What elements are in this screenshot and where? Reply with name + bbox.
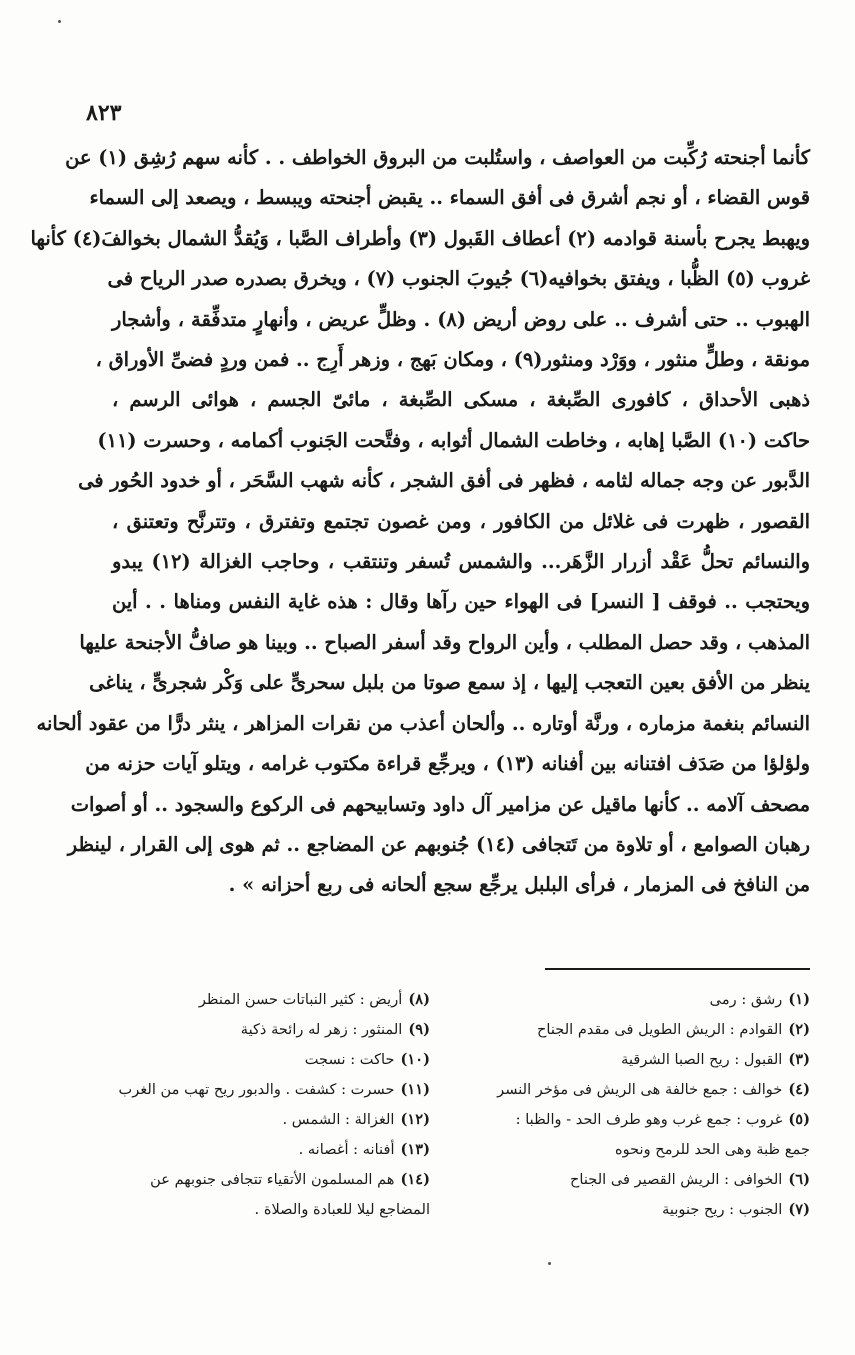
footnote-text: المنثور : زهر له رائحة ذكية: [240, 1021, 403, 1038]
footnote-text: المضاجع ليلا للعبادة والصلاة .: [254, 1201, 430, 1218]
footnote-text: الغزالة : الشمس .: [282, 1111, 395, 1128]
body-line: مونقة ، وطلٍّ منثور ، ووَرْد ومنثور(٩) ، ومكان بَهج ، وزهر أَرِج .. فمن وردٍ فضىِّ الأوراق ،: [95, 348, 810, 372]
footnote-text: أريض : كثير النباتات حسن المنظر: [198, 991, 403, 1008]
footnote-item: [90, 1105, 430, 1135]
footnote-text: أفنانه : أغصانه .: [298, 1141, 395, 1158]
footnote-number: (١): [788, 991, 810, 1008]
footnote-item: [450, 1105, 810, 1135]
footnotes-left-column: [90, 985, 430, 1225]
body-line: القصور ، ظهرت فى غلائل من الكافور ، ومن غصون تجتمع وتفترق ، وتترنَّح وتعتنق ،: [112, 509, 810, 533]
body-line: والنسائم تحلُّ عَقْد أزرار الزَّهَر... والشمس تُسفر وتنتقب ، وحاجب الغزالة (١٢) يبدو: [112, 550, 810, 574]
footnote-number: (٢): [788, 1021, 810, 1038]
footnote-text: غروب : جمع غرب وهو طرف الحد - والظبا :: [515, 1111, 783, 1128]
body-line: المذهب ، وقد حصل المطلب ، وأين الرواح وقد أسفر الصباح .. وبينا هو صافُّ الأجنحة عليها: [79, 630, 810, 654]
footnote-text: القبول : ريح الصبا الشرقية: [621, 1051, 783, 1068]
body-line: الدَّبور عن وجه جماله لثامه ، فظهر فى أفق الشجر ، كأنه شهب السَّحَر ، أو خدود الحُور فى: [78, 469, 810, 493]
footnote-item: [90, 1165, 430, 1195]
footnote-item: [90, 1015, 430, 1045]
footnote-item: [450, 985, 810, 1015]
footnote-number: (١٤): [400, 1171, 430, 1188]
footnote-separator: [545, 968, 810, 970]
footnote-text: رشق : رمى: [709, 991, 783, 1008]
footnote-item: [450, 1045, 810, 1075]
body-line: ويهبط يجرح بأسنة قوادمه (٢) أعطاف القَبول (٣) وأطراف الصَّبا ، وَيُقدُّ الشمال بخوالفَ(٤) كأنها: [30, 226, 810, 250]
footnote-continuation: [450, 1135, 810, 1165]
body-line: ويحتجب .. فوقف [ النسر] فى الهواء حين رآها وقال : هذه غاية النفس ومناها . . أين: [112, 590, 810, 614]
body-line: ولؤلؤا من صَدَف افتنانه بين أفنانه (١٣) ، ويرجِّع قراءة مكتوب غرامه ، ويتلو آيات حزنه من: [85, 752, 810, 776]
page-number: ٨٢٣: [86, 100, 122, 126]
footnote-item: [90, 985, 430, 1015]
footnote-number: (١١): [400, 1081, 430, 1098]
body-line: حاكت (١٠) الصَّبا إهابه ، وخاطت الشمال أثوابه ، وفتَّحت الجَنوب أكمامه ، وحسرت (١١): [97, 428, 810, 452]
footnote-item: [450, 1165, 810, 1195]
footnote-text: الجنوب : ريح جنوبية: [662, 1201, 783, 1218]
footnote-text: جمع ظبة وهى الحد للرمح ونحوه: [614, 1141, 810, 1158]
footnote-item: [90, 1135, 430, 1165]
body-line: ذهبى الأحداق ، كافورى الصِّبغة ، مسكى الصِّبغة ، مائىّ الجسم ، هوائى الرسم ،: [112, 388, 810, 412]
footnote-number: (٣): [788, 1051, 810, 1068]
footnote-number: (٦): [788, 1171, 810, 1188]
footnote-number: (١٣): [400, 1141, 430, 1158]
footnote-text: القوادم : الريش الطويل فى مقدم الجناح: [537, 1021, 783, 1038]
body-line: النسائم بنغمة مزماره ، ورنَّة أوتاره .. وألحان أعذب من نقرات المزاهر ، ينثر درًّا من عقود ألحانه: [36, 711, 810, 735]
body-line: ينظر من الأفق بعين التعجب إليها ، إذ سمع صوتا من بلبل سحرىٍّ على وَكْر شجرىٍّ ، يناغى: [89, 671, 810, 695]
footnote-text: حسرت : كشفت . والدبور ريح تهب من الغرب: [118, 1081, 395, 1098]
body-line: مصحف آلامه .. كأنها ماقيل عن مزامير آل داود وتسابيحهم فى الركوع والسجود .. أو أصوات: [70, 792, 810, 816]
body-line: قوس القضاء ، أو نجم أشرق فى أفق السماء .. يقبض أجنحته ويبسط ، ويصعد إلى السماء: [89, 186, 810, 210]
body-line: كأنما أجنحته رُكِّبت من العواصف ، واستُلبت من البروق الخواطف . . كأنه سهم رُشِق (١) عن: [65, 146, 810, 169]
body-line: رهبان الصوامع ، أو تلاوة من تَتجافى (١٤) جُنوبهم عن المضاجع .. ثم هوى إلى القرار ، لينظر: [67, 832, 810, 856]
footnote-text: خوالف : جمع خالفة هى الريش فى مؤخر النسر: [497, 1081, 783, 1098]
footnote-text: الخوافى : الريش القصير فى الجناح: [570, 1171, 783, 1188]
footnote-item: [450, 1015, 810, 1045]
footnote-text: حاكت : نسجت: [304, 1051, 395, 1068]
footnote-number: (٤): [788, 1081, 810, 1098]
body-line: غروب (٥) الظُّبا ، ويفتق بخوافيه(٦) جُيوبَ الجنوب (٧) ، ويخرق بصدره صدر الرياح فى: [107, 267, 810, 291]
footnote-number: (١٢): [400, 1111, 430, 1128]
footnotes-right-column: [450, 985, 810, 1225]
footnote-text: هم المسلمون الأتقياء تتجافى جنوبهم عن: [150, 1171, 395, 1188]
footnote-number: (٧): [788, 1201, 810, 1218]
footnote-item: [450, 1075, 810, 1105]
body-line: الهبوب .. حتى أشرف .. على روض أريض (٨) . وظلٍّ عريض ، وأنهارٍ متدفِّقة ، وأشجار: [112, 307, 811, 331]
footnote-item: [90, 1045, 430, 1075]
footnote-item: [90, 1075, 430, 1105]
footnote-number: (١٠): [400, 1051, 430, 1068]
footnote-number: (٨): [408, 991, 430, 1008]
footnote-item: [450, 1195, 810, 1225]
body-line: من النافخ فى المزمار ، فرأى البلبل يرجِّع سجع ألحانه فى ربع أحزانه » .: [228, 873, 810, 897]
body-text: [30, 138, 811, 906]
scan-speck: [548, 1262, 551, 1265]
footnote-continuation: [90, 1195, 430, 1225]
footnote-number: (٩): [408, 1021, 430, 1038]
scan-speck: [58, 20, 61, 23]
footnote-number: (٥): [788, 1111, 810, 1128]
